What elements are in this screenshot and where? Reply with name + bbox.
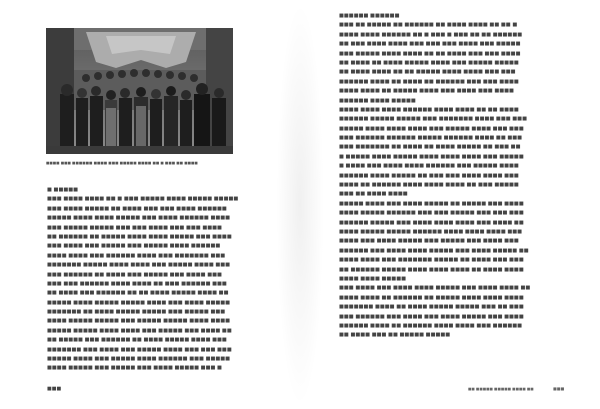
text-line: ■■■ ■■■■ ■■■■ ■■ ■ ■■■ ■■■■■ ■■■■ ■■■■■ ■■■■■ — [47, 196, 239, 203]
left-body-text — [47, 186, 264, 372]
text-line: ■■■■ ■■■■■ ■■■■■■ ■■■ ■■■ ■■■■■ ■■■ ■■■ ■■■ — [339, 210, 524, 217]
text-line: ■■■ ■■■■■ ■■■■■ ■■■ ■■■ ■■■■ ■■■ ■■■ ■■■■ — [47, 224, 222, 231]
right-page — [300, 0, 600, 409]
text-line: ■■■■■■ ■■■■■■ — [339, 13, 400, 19]
text-line: ■■■ ■■ ■■■■■ ■■ ■■■■■■ ■■ ■■■■ ■■■■ ■■ ■■ ■ — [339, 22, 518, 29]
text-line: ■■■ ■■■■■ ■■■■ ■■■■ ■■ ■■ ■■■■ ■■■ ■■■ ■■■■ — [339, 50, 521, 57]
text-line: ■■■■ ■■■■■ ■■■■■ ■■■ ■■■■■ ■■■■■ ■■■■ ■■■■ — [47, 318, 231, 325]
text-line: ■ ■■■■■ — [47, 187, 79, 193]
text-line: ■■■ ■■■■■■■ ■■ ■■■■ ■■ ■■■■ ■■■■■ ■■ ■■■ ■■ — [339, 144, 521, 151]
text-line: ■■■ ■■ ■■■■ ■■■■ — [339, 191, 408, 198]
text-line: ■■■ ■■■ ■■■■■■ ■■■■ ■■■■ ■■ ■■■ ■■■■■■ ■■■ — [47, 280, 227, 287]
text-line: ■■■■ ■■■■ ■■■ ■■■■■■ ■■■■ ■■■ ■■■■■■■ ■■■ — [47, 252, 226, 259]
text-line: ■■■■ ■■■■ ■■ ■■■■■ ■■■■ ■■■ ■■■■ ■■■ ■■■■ — [339, 88, 514, 95]
text-line: ■■ ■■■■■ ■■■ ■■■■■■ ■■ ■■■■ ■■■■■ ■■■■ ■■■ — [47, 337, 227, 344]
text-line: ■ ■■■■ ■■■ ■■■■ ■■■■ ■■■■■■ ■■■ ■■■■■ ■■■■ — [339, 163, 519, 170]
text-line: ■■■■■■ ■■■■■ ■■■■■ ■■■ ■■■■■■■ ■■■■ ■■■ ■■■ — [339, 116, 527, 123]
text-line: ■■■■ ■■■■ ■■■■■■ ■■ ■ ■■■ ■ ■■■ ■■ ■■ ■■■■■■ — [339, 31, 523, 38]
text-line: ■ ■■■■■ ■■■■ ■■■■■ ■■■■ ■■■■ ■■■■ ■■■ ■■■■■ — [339, 153, 524, 160]
text-line: ■■■■ ■■ ■■■■■■ ■■■■ ■■■■ ■■■■ ■■ ■■■ ■■■■■ — [339, 182, 519, 189]
historical-group-photo — [46, 28, 233, 154]
text-line: ■■■■ ■■■■ ■■ ■■■■■■ ■■ ■■■■■ ■■■■ ■■■■ ■■■■ — [339, 294, 524, 301]
photo-caption: ■■■■ ■■■ ■■■■■■ ■■■■ ■■■ ■■■■■ ■■■■ ■■ ■ ■■■ ■■ ■■■■ — [46, 161, 198, 165]
text-line: ■■ ■■■■ ■■ ■■■■ ■■■■■ ■■■■ ■■■ ■■■■■ ■■■■■ — [339, 59, 519, 66]
text-line: ■■ ■■■■ ■■■■ ■■ ■■ ■■■■■ ■■■■ ■■■■ ■■■ ■■■ — [339, 69, 516, 76]
text-line: ■■■■ ■■■■ ■■■■■ — [339, 275, 407, 282]
text-line: ■■ ■■■■■■ ■■ ■■■■■ ■■■■ ■■■■ ■■■■■ ■■■ ■■■■ — [47, 233, 232, 240]
text-line: ■■■■ ■■■■■ ■■■■■ ■■■■■■ ■■■■ ■■■■ ■■■■ ■■■ — [339, 228, 523, 235]
text-line: ■■■■ ■■■■ ■■■ ■■■■■■■ ■■■■■ ■■ ■■■■ ■■■ ■■■ — [339, 257, 524, 264]
text-line: ■■■■■ ■■■■■ ■■■■ ■■■■ ■■■ ■■■■■ ■■■ ■■■■ ■■ — [47, 327, 232, 334]
running-head: ■■ ■■■■■ ■■■■■ ■■■■ ■■ — [468, 387, 534, 391]
text-line: ■■■■■■ ■■■■ ■■ ■■■■■■ ■■■■ ■■■■ ■■■ ■■■■■■ — [339, 322, 523, 329]
text-line: ■■■■■■ ■■■ ■■■■ ■■■■ ■■■■■ ■■■ ■■■■ ■■■■■ ■■ — [339, 247, 529, 254]
text-line: ■■■■ ■■■ ■■■■ ■■■■■ ■■■ ■■■■■ ■■■ ■■■■ ■■■ — [339, 238, 519, 245]
text-line: ■■ ■■■■■■ ■■■■■ ■■■■ ■■■■ ■■■■ ■■ ■■■■ ■■■■ — [339, 266, 524, 273]
right-body-text — [339, 12, 560, 376]
text-line: ■■■■■■ ■■■■ ■■ ■■■■ ■■ ■■■■■■ ■■■ ■■■ ■■■■ — [339, 78, 519, 85]
text-line: ■■■■■■■ ■■■■ ■■ ■■■■ ■■■■■ ■■■■■ ■■■ ■■ ■■■ — [339, 304, 524, 311]
left-page-number: ■■■ — [47, 386, 62, 392]
text-line: ■■■■■ ■■■■ ■■■ ■■■■■ ■■■■ ■■■■■■ ■■■ ■■■■■ — [47, 356, 231, 363]
text-line: ■■■■■■ ■■■■ ■■■■■ ■■ ■■■ ■■■ ■■■■ ■■■■ ■■■ — [339, 172, 519, 179]
text-line: ■■■■■■■ ■■■ ■■■■ ■■■ ■■■■■ ■■■■ ■■■ ■■■ ■■■ — [47, 346, 232, 353]
text-line: ■■■■■ ■■■■ ■■■■ ■■■■ ■■■ ■■■■■ ■■■■ ■■■ ■■■ — [339, 125, 524, 132]
text-line: ■■ ■■■■ ■■■ ■■■■■■ ■■ ■■ ■■■■ ■■■■■ ■■■■ ■■ — [47, 290, 229, 297]
right-page-number: ■■■ — [553, 386, 565, 391]
text-line: ■■■■■ ■■■■ ■■■ ■■■■ ■■■■■ ■■ ■■■■■ ■■■ ■■■■ — [339, 200, 524, 207]
text-line: ■■■■ ■■■■■ ■■■ ■■■■■ ■■■ ■■■■ ■■■■■ ■■■ ■ — [47, 365, 222, 372]
text-line: ■■■■■■■ ■■ ■■■■ ■■■■■ ■■■■■ ■■■ ■■■■■ ■■■ — [47, 309, 226, 316]
text-line: ■■■ ■■■■ ■■■■■ ■■ ■■■■ ■■■ ■■■ ■■■■ ■■■■■■ — [47, 205, 227, 212]
text-line: ■■ ■■■■ ■■■ ■■ ■■■■■ ■■■■■ — [339, 332, 451, 339]
text-line: ■■■ ■■■■■■ ■■■■■■ ■■■■■ ■■■■■■ ■■■■ ■■ ■■■ — [339, 135, 523, 142]
text-line: ■■■ ■■■■■■ ■■ ■■■■ ■■■ ■■■■■ ■■■ ■■■■ ■■■ — [47, 271, 222, 278]
text-line: ■■■■■ ■■■■ ■■■■ ■■■■■ ■■■ ■■■■ ■■■■■■ ■■■■ — [47, 215, 231, 222]
text-line: ■■■■■■ ■■■■■ ■■■ ■■■■ ■■■■ ■■■■ ■■■ ■■■■ ■■ — [339, 219, 524, 226]
text-line: ■■■■■■ ■■■■ ■■■■■ — [339, 97, 416, 104]
text-line: ■■■ ■■■■ ■■■ ■■■■ ■■■■ ■■■■■ ■■■ ■■■■ ■■■■ ■■ — [339, 285, 531, 292]
text-line: ■■■■■■■ ■■■■■ ■■■■ ■■■■ ■■■ ■■■■■ ■■■■ ■■■ — [47, 262, 231, 269]
text-line: ■■■ ■■■■ ■■■ ■■■■■ ■■■ ■■■■■ ■■■■ ■■■■■■ — [47, 243, 221, 250]
text-line: ■■■■ ■■■■ ■■■■ ■■■■■■ ■■■■ ■■■■ ■■ ■■ ■■■■ — [339, 106, 519, 113]
text-line: ■■ ■■■ ■■■■ ■■■■ ■■■ ■■■ ■■■ ■■■■ ■■■ ■■■■■ — [339, 41, 521, 48]
text-line: ■■■■■ ■■■■ ■■■■■ ■■■■■ ■■■■ ■■■ ■■■■ ■■■■■ — [47, 299, 231, 306]
text-line: ■■■ ■■■■■■ ■■■ ■■■■ ■■■ ■■■■ ■■■■■ ■■■ ■■■■ — [339, 313, 524, 320]
